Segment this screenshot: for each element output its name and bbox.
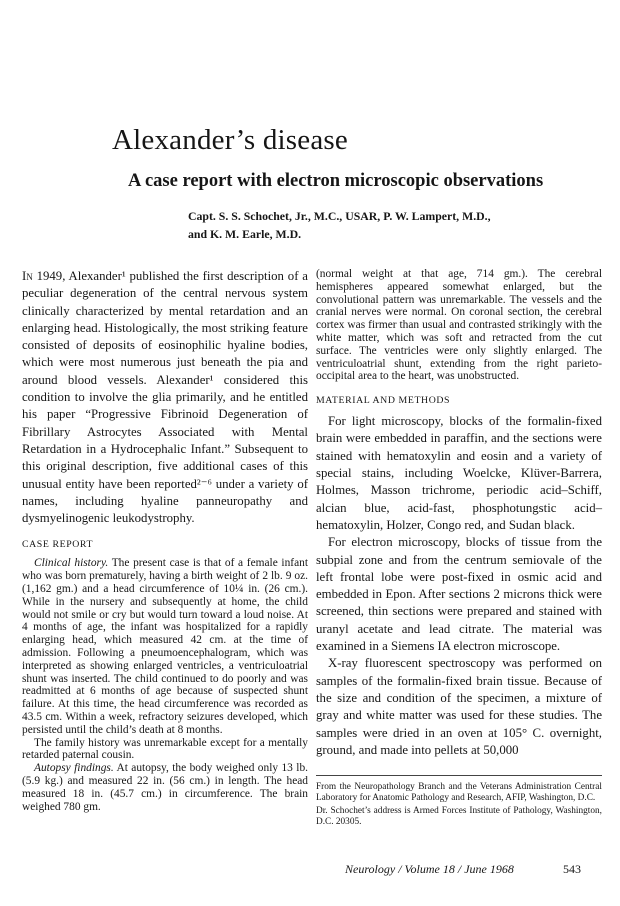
- left-column: [22, 268, 308, 813]
- article-subtitle: A case report with electron microscopic observations: [128, 171, 544, 191]
- autopsy-text: At autopsy, the body weighed only 13 lb. (5.9 kg.) and measured 22 in. (56 cm.) in length. The head measured 18 in. (45.7 cm.) in circumference. The brain weighed 780 gm.: [22, 762, 309, 813]
- right-column: [316, 268, 602, 829]
- methods-paragraph-1: For light microscopy, blocks of the formalin-fixed brain were embedded in paraffin, and the sections were stained with hematoxylin and eosin and a variety of special stains, including Woelcke, Klüver-Barrera, Holmes, Masson trichrome, periodic acid–Schiff, alcian blue, acid-fast, phosphotungstic acid–hematoxylin, Holzer, Congo red, and Sudan black.: [316, 414, 602, 532]
- authors-line-2: and K. M. Earle, M.D.: [188, 227, 302, 241]
- article-title: Alexander’s disease: [112, 124, 348, 156]
- intro-lead: In: [22, 269, 33, 283]
- intro-text: 1949, Alexander¹ published the first description of a peculiar degeneration of the central nervous system clinically characterized by mental retardation and an enlarging head. Histologically, the most striking feature consisted of deposits of eosinophilic hyaline bodies, which were most numerous just beneath the pia and around blood vessels. Alexander¹ considered this condition to involve the glia primarily, and he entitled his paper “Progressive Fibrinoid Degeneration of Fibrillary Astrocytes Associated with Mental Retardation in a Hydrocephalic Infant.” Subsequent to this original description, five additional cases of this unusual entity have been reported²⁻⁶ under a variety of names, including hyaline panneuropathy and dysmyelinogenic leukodystrophy.: [22, 269, 308, 526]
- footnote-divider: [316, 775, 602, 776]
- authors-line-1: Capt. S. S. Schochet, Jr., M.C., USAR, P. W. Lampert, M.D.,: [188, 209, 491, 223]
- page-number: 543: [563, 862, 581, 876]
- footnote-affiliation: From the Neuropathology Branch and the Veterans Administration Central Laboratory for Anatomic Pathology and Research, AFIP, Washington, D.C.: [316, 782, 602, 803]
- page-footer: [345, 862, 581, 877]
- autopsy-paragraph: [22, 762, 308, 813]
- methods-heading: MATERIAL AND METHODS: [316, 395, 451, 407]
- methods-paragraph-2: For electron microscopy, blocks of tissue from the subpial zone and from the centrum semiovale of the left frontal lobe were post-fixed in osmic acid and embedded in Epon. After sections 2 microns thick were screened, thin sections were prepared and stained with uranyl acetate and lead citrate. The material was examined in a Siemens IA electron microscope.: [316, 535, 602, 654]
- clinical-history-label: Clinical history.: [34, 557, 109, 570]
- family-history-paragraph: The family history was unremarkable except for a mentally retarded paternal cousin.: [22, 736, 308, 762]
- autopsy-continued-paragraph: (normal weight at that age, 714 gm.). The cerebral hemispheres appeared somewhat enlarged, but the convolutional pattern was unremarkable. The vessels and the cranial nerves were normal. On coronal section, the cerebral cortex was firmer than usual and contrasted strikingly with the white matter, which was soft and retracted from the cut surface. The ventricles were only slightly enlarged. The ventriculoatrial shunt, extending from the right parieto-occipital area to the heart, was unobstructed.: [316, 268, 602, 383]
- footnote-address: Dr. Schochet’s address is Armed Forces Institute of Pathology, Washington, D.C. 20305.: [316, 805, 602, 827]
- clinical-history-paragraph: [22, 557, 308, 736]
- author-block: [188, 207, 568, 243]
- autopsy-label: Autopsy findings.: [34, 762, 114, 775]
- clinical-history-text: The present case is that of a female infant who was born prematurely, having a birth weight of 2 lb. 9 oz. (1,162 gm.) and a head circumference of 10¼ in. (26 cm.). While in the nursery and subsequently at home, the child would not smile or cry but would turn toward a loud noise. At 4 months of age, the infant was hospitalized for a rapidly enlarging head, which measured 42 cm. at the time of admission. Following a pneumoencephalogram, which was interpreted as showing enlarged ventricles, a ventriculoatrial shunt was inserted. The child continued to do poorly and was readmitted at 6 months of age because of suspected shunt failure. At this time, the head circumference was recorded as 43.5 cm. Within a week, refractory seizures developed, which persisted until the child’s death at 8 months.: [22, 557, 308, 736]
- methods-paragraph-3: X-ray fluorescent spectroscopy was performed on samples of the formalin-fixed brain tissue. Because of the size and condition of the specimen, a mixture of gray and white matter was used for these studies. The samples were dried in an oven at 105° C. overnight, ground, and made into pellets at 50,000: [316, 656, 602, 757]
- case-report-heading: CASE REPORT: [22, 539, 94, 551]
- intro-paragraph: [22, 268, 308, 527]
- journal-citation: Neurology / Volume 18 / June 1968: [345, 862, 514, 876]
